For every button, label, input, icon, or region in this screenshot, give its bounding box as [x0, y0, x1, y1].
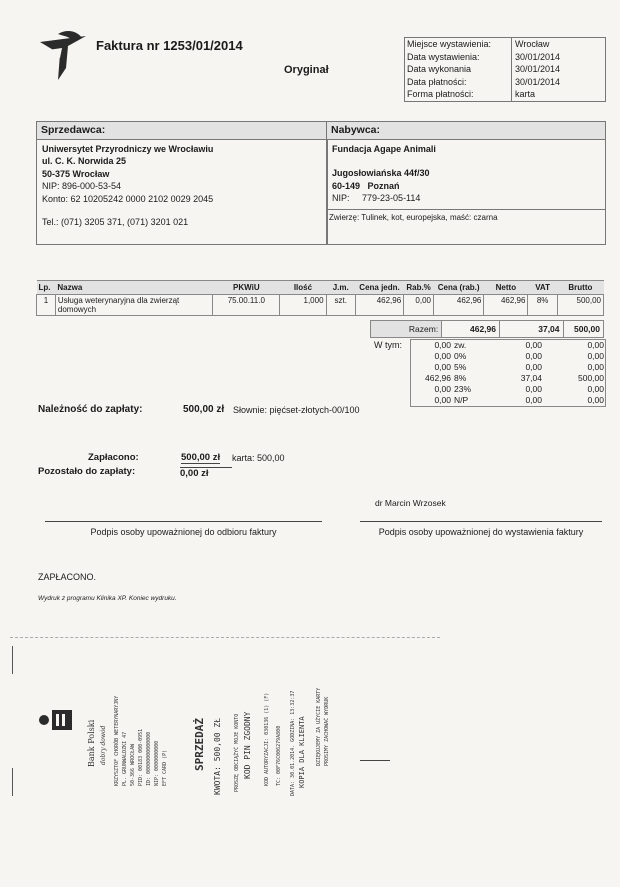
totals-row [370, 320, 604, 338]
vat-rate: 5% [454, 362, 467, 372]
cell-price-discounted: 462,96 [434, 295, 484, 316]
buyer-postcode: 60-149 [332, 180, 361, 191]
seller-account: Konto: 62 10205242 0000 2102 0029 2045 [42, 193, 214, 204]
vat-rate: 0% [454, 351, 467, 361]
buyer-box [326, 121, 606, 245]
seller-street: ul. C. K. Norwida 25 [42, 156, 127, 167]
receiver-signature-line [45, 521, 322, 522]
seller-name: Uniwersytet Przyrodniczy we Wrocławiu [42, 144, 214, 154]
vat-gross: 0,00 [587, 384, 604, 394]
receipt-line: TC: 00F76C006279A800 [276, 725, 282, 786]
vat-gross: 0,00 [587, 362, 604, 372]
vat-amount: 37,04 [520, 373, 542, 383]
meta-key: Forma płatności: [405, 88, 512, 101]
meta-key: Miejsce wystawienia: [405, 38, 512, 51]
cell-vat: 8% [528, 295, 557, 316]
scan-mark [12, 646, 13, 674]
vat-gross: 0,00 [587, 351, 604, 361]
receipt-bank-name: Bank Polski [87, 719, 96, 767]
table-row [37, 295, 604, 316]
vat-net: 462,96 [425, 373, 451, 383]
vat-row [411, 373, 605, 384]
receipt-sale-label: SPRZEDAŻ [193, 718, 206, 771]
vat-row [411, 351, 605, 362]
cell-discount: 0,00 [404, 295, 434, 316]
vat-gross: 0,00 [587, 395, 604, 405]
seller-phone: Tel.: (071) 3205 371, (071) 3201 021 [42, 217, 189, 228]
paid-value: 500,00 zł [181, 452, 221, 463]
seller-nip: NIP: 896-000-53-54 [42, 181, 122, 192]
col-header: Cena (rab.) [434, 281, 484, 295]
vat-row [411, 384, 605, 395]
meta-value: Wrocław [515, 39, 550, 49]
remaining-label: Pozostało do zapłaty: [38, 466, 136, 477]
items-table [36, 280, 604, 316]
receipt-amount: KWOTA: 500,00 ZŁ [213, 717, 222, 795]
meta-value: 30/01/2014 [515, 51, 561, 62]
seller-box [36, 121, 328, 245]
cell-lp: 1 [37, 295, 56, 316]
receipt-line: PROSIMY ZACHOWAĆ WYDRUK [324, 696, 330, 766]
copy-label: Oryginał [284, 64, 329, 76]
issuer-name: dr Marcin Wrzosek [375, 498, 446, 508]
col-header: Cena jedn. [355, 281, 403, 295]
buyer-nip: 779-23-05-114 [362, 193, 421, 204]
col-header: VAT [528, 281, 557, 295]
col-header: J.m. [326, 281, 355, 295]
cell-net: 462,96 [484, 295, 528, 316]
buyer-header: Nabywca: [327, 122, 605, 140]
vat-net: 0,00 [434, 362, 451, 372]
receipt-line: PROSZĘ OBCIĄŻYĆ MOJE KONTO [234, 713, 240, 792]
issuer-signature-caption: Podpis osoby upoważnionej do wystawienia faktury [378, 527, 584, 537]
receipt-divider [360, 760, 390, 761]
tear-line [10, 637, 440, 638]
col-header: Nazwa [55, 281, 212, 295]
col-header: Lp. [37, 281, 56, 295]
vat-breakdown-table [410, 339, 606, 407]
totals-net: 462,96 [441, 321, 499, 337]
paid-method: karta: 500,00 [232, 453, 285, 463]
cell-unit: szt. [326, 295, 355, 316]
receipt-pin: KOD PIN ZGODNY [243, 711, 252, 779]
meta-key: Data płatności: [405, 76, 512, 89]
meta-row [405, 51, 605, 64]
receipt-line: 50-366 WROCŁAW [130, 743, 136, 786]
items-header-row [37, 281, 604, 295]
receipt-copy-label: KOPIA DLA KLIENTA [298, 716, 306, 788]
vat-rate: N/P [454, 395, 469, 405]
totals-vat: 37,04 [499, 321, 563, 337]
meta-value: karta [515, 89, 536, 100]
col-header: Brutto [557, 281, 603, 295]
buyer-street: Jugosłowiańska 44f/30 [332, 168, 430, 179]
col-header: PKWiU [213, 281, 280, 295]
receipt-line: KRZYSZTOF CHORÓB WETERYNARYJNY [114, 695, 120, 786]
vat-amount: 0,00 [525, 384, 542, 394]
seller-header: Sprzedawca: [37, 122, 327, 140]
receiver-signature-caption: Podpis osoby upoważnionej do odbioru faktury [90, 527, 277, 537]
issuer-signature-line [360, 521, 602, 522]
paid-label: Zapłacono: [88, 452, 139, 463]
vat-row [411, 395, 605, 406]
buyer-nip-label: NIP: [332, 193, 350, 204]
amount-due-label: Należność do zapłaty: [38, 404, 143, 415]
buyer-city: Poznań [367, 180, 400, 191]
receipt-bank-sub: dobry dowód [100, 725, 107, 765]
totals-label: Razem: [371, 321, 441, 337]
cell-name: Usługa weterynaryjna dla zwierząt domowych [55, 295, 212, 316]
receipt-line: DATA: 30.01.2014. GODZINA: 13:32:37 [290, 690, 296, 796]
amount-due-value: 500,00 zł [183, 404, 225, 415]
meta-row [405, 38, 605, 51]
vat-amount: 0,00 [525, 351, 542, 361]
cell-qty: 1,000 [280, 295, 326, 316]
vat-amount: 0,00 [525, 362, 542, 372]
cell-price: 462,96 [355, 295, 403, 316]
vat-net: 0,00 [434, 351, 451, 361]
receipt-line: PID: 00183 000-0951 [138, 728, 144, 786]
paid-stamp: ZAPŁACONO. [38, 572, 97, 582]
seller-city: 50-375 Wrocław [42, 168, 110, 179]
meta-row [405, 76, 605, 89]
amount-in-words: Słownie: pięćset-złotych-00/100 [233, 405, 360, 415]
vat-net: 0,00 [434, 384, 451, 394]
col-header: Netto [484, 281, 528, 295]
receipt-line: ID: 00000000000000 [146, 731, 152, 786]
vat-row [411, 362, 605, 373]
meta-key: Data wystawienia: [405, 51, 512, 64]
col-header: Rab.% [404, 281, 434, 295]
animal-info: Zwierzę: Tulinek, kot, europejska, maść: czarna [327, 209, 605, 224]
receipt-line: DZIĘKUJEMY ZA UŻYCIE KARTY [316, 687, 322, 766]
company-logo-icon [38, 28, 88, 83]
scan-mark [12, 768, 13, 796]
vat-breakdown-label: W tym: [374, 340, 402, 350]
invoice-title: Faktura nr 1253/01/2014 [96, 38, 243, 53]
receipt-line: NIP: 0000000000 [154, 740, 160, 786]
meta-key: Data wykonania [405, 63, 512, 76]
meta-row [405, 63, 605, 76]
buyer-name: Fundacja Agape Animali [332, 144, 436, 154]
vat-rate: 23% [454, 384, 472, 394]
cell-gross: 500,00 [557, 295, 603, 316]
vat-amount: 0,00 [525, 340, 542, 350]
vat-rate: zw. [454, 340, 467, 350]
vat-gross: 0,00 [587, 340, 604, 350]
receipt-line: PL. GRUNWALDZKI 47 [122, 731, 128, 786]
receipt-line: EFT CARD (P) [162, 749, 168, 786]
vat-amount: 0,00 [525, 395, 542, 405]
receipt-line: KOD AUTORYZACJI: 030136 (1) (F) [264, 692, 270, 786]
col-header: Ilość [280, 281, 326, 295]
remaining-value: 0,00 zł [180, 467, 232, 479]
cell-pkwiu: 75.00.11.0 [213, 295, 280, 316]
vat-gross: 500,00 [578, 373, 604, 383]
vat-net: 0,00 [434, 395, 451, 405]
print-footer: Wydruk z programu Klinika XP. Koniec wydruku. [38, 595, 177, 602]
vat-net: 0,00 [434, 340, 451, 350]
meta-value: 30/01/2014 [515, 76, 561, 87]
meta-row [405, 88, 605, 101]
vat-row [411, 340, 605, 351]
meta-value: 30/01/2014 [515, 64, 561, 75]
vat-rate: 8% [454, 373, 467, 383]
bank-logo-icon [38, 706, 78, 734]
totals-gross: 500,00 [563, 321, 603, 337]
invoice-meta-table [404, 37, 606, 102]
